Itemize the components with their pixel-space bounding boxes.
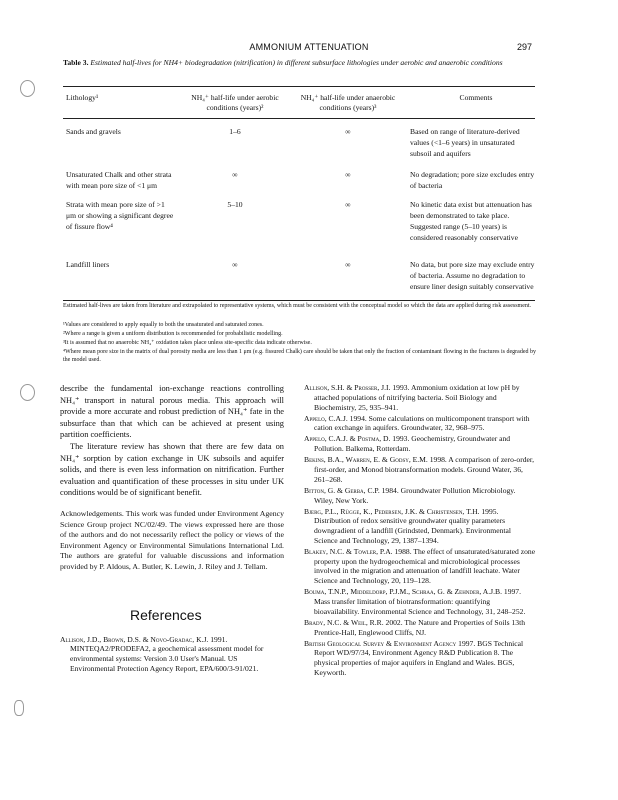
table-cell-comments: No kinetic data exist but attenuation has been demonstrated to take place. Suggested range (5–10 years) is considered reasonably conservative [410,200,532,242]
reference-entry [304,455,536,484]
page-number: 297 [516,42,532,52]
table-footnote-general: Estimated half-lives are taken from literature and extrapolated to representative systems, which must be consistent with the conceptual model so which the data are applied during risk assessment. [63,303,532,309]
body-paragraph: describe the fundamental ion-exchange reactions controlling NH₄⁺ transport in natural porous media. This approach will provide a more accurate and robust prediction of NH₄⁺ fate in the subsurface than that which can be achieved at present using partition coefficients. [60,384,284,440]
reference-authors: Appelo, C.A.J. & Postma, D. [304,434,391,444]
col-header-comments: Comments [459,93,493,102]
reference-details: 1993. Ammonium oxidation at low pH by attached populations of nitrifying bacteria. Soil Biology and Biochemistry, 25, 935–941. [314,383,520,412]
reference-details: 1991. MINTEQA2/PRODEFA2, a geochemical assessment model for environmental systems: Version 3.0 User's Manual. US Environmental Protection Agency Report, EPA/600/3-91/021. [70,634,264,673]
reference-entry [304,414,536,434]
reference-details: 1997. Mass transfer limitation of biotransformation: quantifying bioavailability. Environmental Science and Technology, 31, 248–252. [314,587,526,616]
table-cell-comments: No degradation; pore size excludes entry of bacteria [410,170,535,190]
reference-details: 1995. Distribution of redox sensitive groundwater quality parameters downgradient of a landfill (Grindsted, Denmark). Environmental Science and Technology, 29, 1387–1394. [314,506,511,545]
table-header-rule [63,118,535,119]
table-cell-aerobic: ∞ [232,170,238,179]
table-cell-comments: Based on range of literature-derived values (<1–6 years) in unsaturated subsoil and aquifers [410,127,520,158]
table-cell-anaerobic: ∞ [345,260,351,269]
reference-entry [304,547,536,586]
table-caption [63,58,539,67]
table-cell-aerobic: 5–10 [227,200,243,209]
table-cell-aerobic: ∞ [232,260,238,269]
reference-authors: Bjerg, P.L., Rügge, K., Pedersen, J.K. & Christensen, T.H. [304,506,480,516]
table-caption-text: Estimated half-lives for NH4+ biodegradation (nitrification) in different subsurface lithologies under aerobic and anaerobic conditions [90,58,503,67]
reference-authors: Allison, S.H. & Prosser, J.I. [304,383,391,392]
reference-details: 1984. Groundwater Pollution Microbiology. Wiley, New York. [314,485,516,505]
body-paragraph: The literature review has shown that there are few data on NH₄⁺ sorption by cation exchange in UK subsoils and aquifer solids, and there is even less information on nitrification. Further evaluation and quantification of these processes in situ under UK conditions would be of significant benefit. [60,441,284,498]
punch-hole-mark-middle [20,384,35,401]
reference-authors: Allison, J.D., Brown, D.S. & Novo-Gradac, K.J. [60,634,209,644]
col-header-aerobic: NH₄⁺ half-life under aerobic conditions (years)² [191,93,279,112]
reference-entry [304,587,536,616]
table-caption-label: Table 3. [63,58,89,67]
table-cell-comments: No data, but pore size may exclude entry of bacteria. Assume no degradation to ensure liner design suitably conservative [410,260,535,291]
reference-details: 1998. A comparison of zero-order, first-order, and Monod biotransformation models. Ground Water, 36, 261–268. [314,455,535,484]
reference-authors: Appelo, C.A.J. [304,413,348,423]
reference-details: 1997. BGS Technical Report WD/97/34, Environment Agency R&D Publication 8. The physical properties of major aquifers in England and Wales. BGS, Keyworth. [314,638,524,677]
reference-authors: Bekins, B.A., Warren, E. & Godsy, E.M. [304,455,428,465]
reference-entry [304,486,536,506]
table-cell-lithology: Landfill liners [66,260,110,269]
punch-hole-mark-bottom [14,700,24,716]
table-footnote-2: ²Where a range is given a uniform distribution is recommended for probabilistic modelling. [63,331,283,337]
references-heading: References [130,606,202,623]
reference-authors: British Geological Survey & Environment Agency [304,638,457,648]
punch-hole-mark-top [20,80,35,97]
reference-entry [304,639,536,678]
right-column [304,383,536,679]
reference-entry [304,383,536,412]
col-header-anaerobic: NH₄⁺ half-life under anaerobic conditions (years)³ [300,93,396,112]
reference-entry [304,434,536,454]
table-cell-anaerobic: ∞ [345,127,351,136]
table-bottom-rule [63,300,535,301]
table-footnote-1: ¹Values are considered to apply equally to both the unsaturated and saturated zones. [63,322,264,328]
reference-details: 1993. Geochemistry, Groundwater and Pollution. Balkema, Rotterdam. [314,434,511,454]
reference-authors: Bitton, G. & Gerba, C.P. [304,485,380,495]
table-cell-anaerobic: ∞ [345,200,351,209]
acknowledgements: Acknowledgements. This work was funded under Environment Agency Science Group project NC/02/49. The views expressed here are those of the authors and do not necessarily reflect the policy or views of the Environment Agency or Environmental Simulations International Ltd. The authors are grateful for valuable discussions and information provided by P. Aldous, A. Butler, K. Lewin, J. Riley and J. Tellam. [60,508,284,571]
reference-authors: Bouma, T.N.P., Middeldorp, P.J.M., Schraa, G. & Zehnder, A.J.B. [304,587,502,597]
table-cell-anaerobic: ∞ [345,170,351,179]
reference-details: 1988. The effect of unsaturated/saturated zone property upon the hydrogeochemical and microbiological processes involved in the migration and attenuation of landfill leachate. Water Science and Technology, 20, 119–128. [314,546,536,586]
reference-entry [304,507,536,546]
col-header-lithology: Lithology¹ [66,93,99,102]
reference-authors: Blakey, N.C. & Towler, P.A. [304,546,393,556]
reference-entry [60,635,284,674]
table-cell-lithology: Strata with mean pore size of >1 μm or showing a significant degree of fissure flow⁴ [66,200,174,231]
table-top-rule [63,86,535,87]
reference-entry [304,618,536,638]
table-cell-aerobic: 1–6 [229,127,241,136]
left-column [60,383,284,675]
reference-authors: Brady, N.C. & Weil, R.R. [304,617,384,627]
table-footnote-3: ³It is assumed that no anaerobic NH₄⁺ oxidation takes place unless site-specific data indicate otherwise. [63,340,312,346]
reference-details: 1994. Some calculations on multicomponent transport with cation exchange in aquifers. Groundwater, 32, 968–975. [314,413,530,433]
table-cell-lithology: Sands and gravels [66,127,121,136]
reference-details: 2002. The Nature and Properties of Soils 13th Prentice-Hall, Englewood Cliffs, NJ. [314,617,525,637]
table-cell-lithology: Unsaturated Chalk and other strata with mean pore size of <1 μm [66,170,172,190]
running-title: AMMONIUM ATTENUATION [249,42,369,52]
table-footnote-4: ⁴Where mean pore size in the matrix of dual porosity media are less than 1 μm (e.g. fissured Chalk) care should be taken that only the fraction of contaminant flowing in the fractures is degraded by the model used. [63,349,536,363]
